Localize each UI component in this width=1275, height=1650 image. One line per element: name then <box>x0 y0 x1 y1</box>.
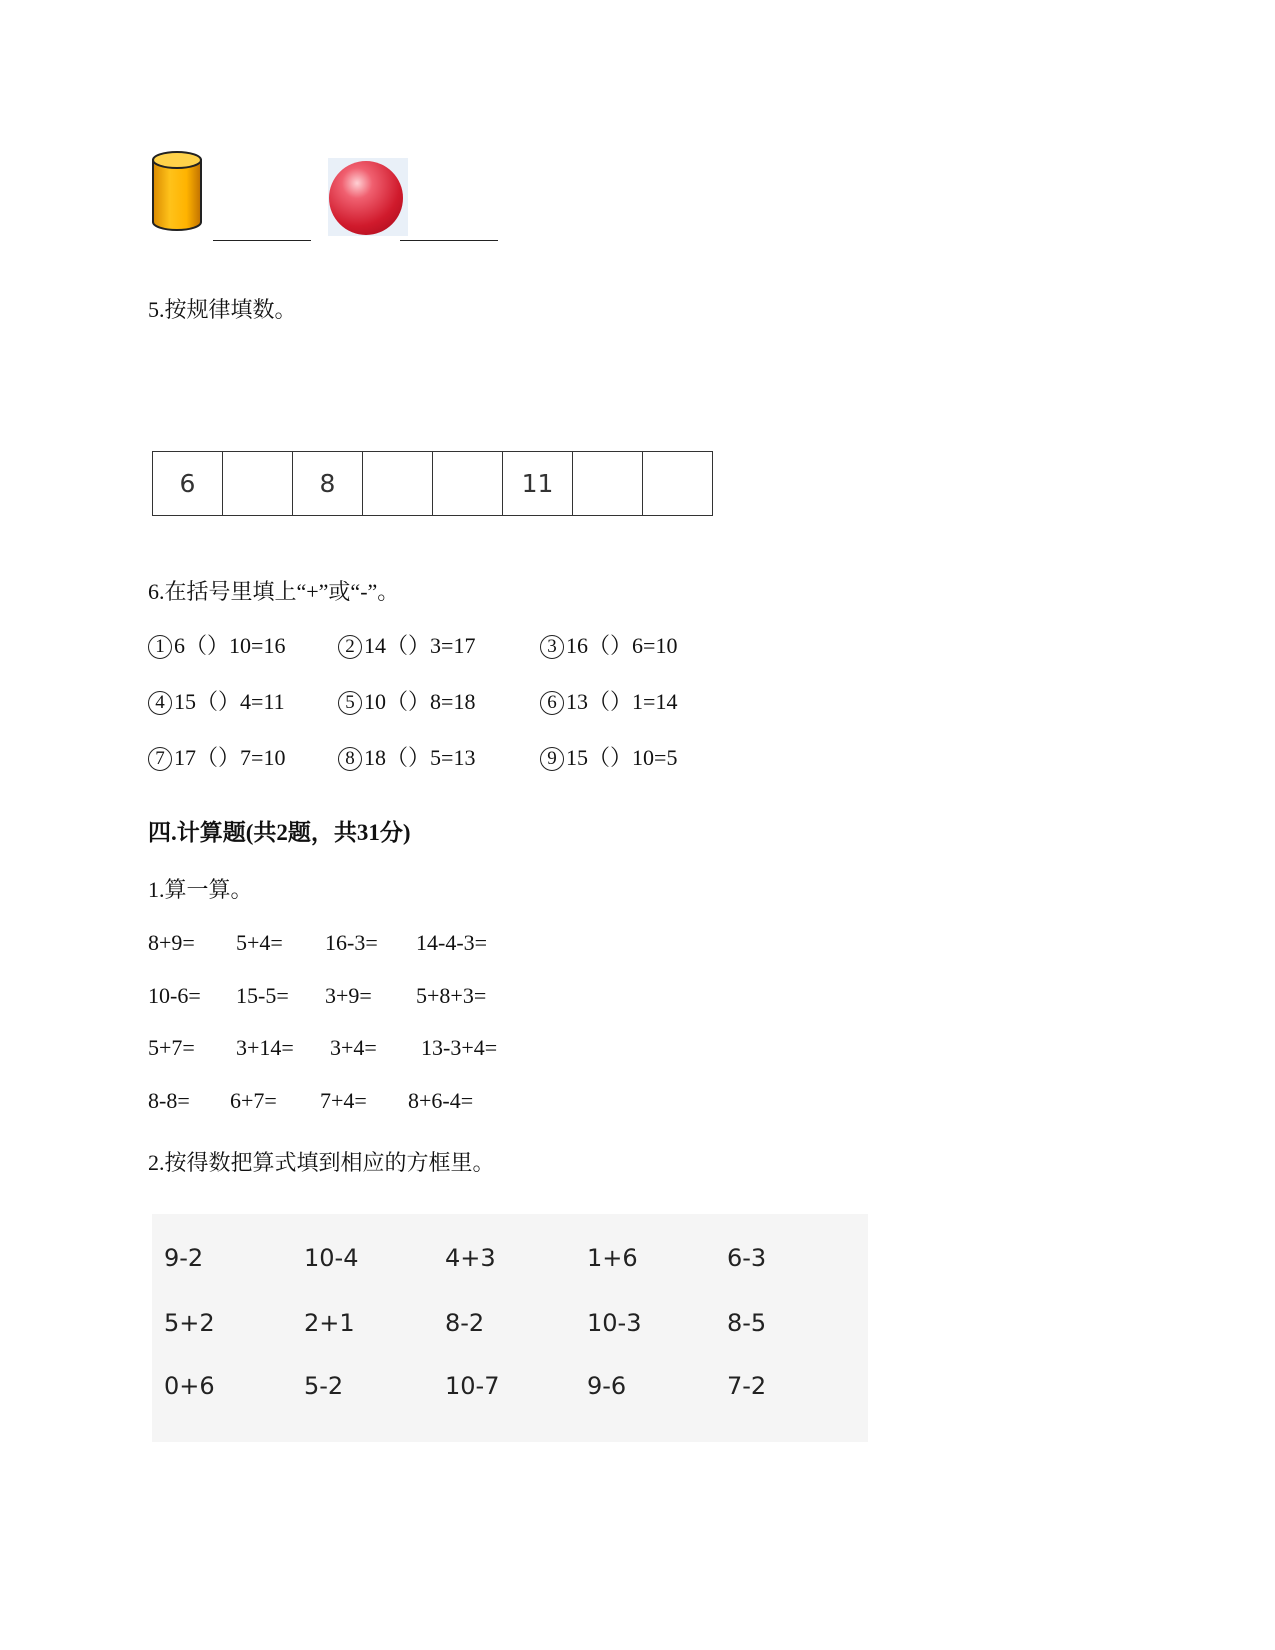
arithmetic-problem: 16-3= <box>325 930 378 955</box>
right-equation: 7=10 <box>240 745 286 770</box>
arithmetic-problem: 10-6= <box>148 983 201 1008</box>
problem-number: 5 <box>338 691 362 715</box>
arithmetic-problem: 8+6-4= <box>408 1088 474 1113</box>
sequence-cell[interactable]: 8 <box>293 452 363 516</box>
expression-item[interactable]: 0+6 <box>164 1372 215 1400</box>
sequence-cell[interactable] <box>643 452 713 516</box>
sign-problem <box>148 688 285 716</box>
arithmetic-problem: 5+7= <box>148 1035 195 1060</box>
expression-item[interactable]: 10-4 <box>304 1244 359 1272</box>
sequence-cell[interactable] <box>573 452 643 516</box>
right-equation: 8=18 <box>430 689 476 714</box>
arithmetic-problem: 14-4-3= <box>416 930 488 955</box>
paren-close: ） <box>408 745 431 770</box>
expression-item[interactable]: 10-7 <box>445 1372 500 1400</box>
paren-close: ） <box>218 689 241 714</box>
sequence-cell[interactable]: 6 <box>153 452 223 516</box>
left-operand: 13 <box>566 689 588 714</box>
sign-problem <box>540 744 677 772</box>
sequence-cell[interactable] <box>363 452 433 516</box>
arithmetic-problem: 3+14= <box>236 1035 294 1060</box>
left-operand: 6 <box>174 633 185 658</box>
arithmetic-problem: 8+9= <box>148 930 195 955</box>
sign-problem <box>338 688 475 716</box>
problem-number: 4 <box>148 691 172 715</box>
arithmetic-problem: 8-8= <box>148 1088 190 1113</box>
problem-number: 1 <box>148 635 172 659</box>
expression-item[interactable]: 5-2 <box>304 1372 344 1400</box>
right-equation: 6=10 <box>632 633 678 658</box>
paren-open: （ <box>386 689 409 714</box>
sequence-table <box>152 451 713 516</box>
expression-item[interactable]: 9-6 <box>587 1372 627 1400</box>
sign-problem <box>338 744 475 772</box>
paren-open: （ <box>386 633 409 658</box>
right-equation: 10=16 <box>229 633 286 658</box>
paren-open: （ <box>386 745 409 770</box>
right-equation: 1=14 <box>632 689 678 714</box>
problem-number: 6 <box>540 691 564 715</box>
arithmetic-problem: 13-3+4= <box>421 1035 498 1060</box>
arithmetic-problem: 7+4= <box>320 1088 367 1113</box>
sequence-cell[interactable] <box>223 452 293 516</box>
paren-close: ） <box>610 745 633 770</box>
sequence-cell[interactable]: 11 <box>503 452 573 516</box>
right-equation: 5=13 <box>430 745 476 770</box>
paren-close: ） <box>610 633 633 658</box>
answer-blank-2[interactable] <box>400 228 498 246</box>
paren-open: （ <box>588 689 611 714</box>
expression-item[interactable]: 2+1 <box>304 1309 355 1337</box>
right-equation: 4=11 <box>240 689 285 714</box>
paren-open: （ <box>588 633 611 658</box>
arithmetic-problem: 3+9= <box>325 983 372 1008</box>
paren-open: （ <box>196 745 219 770</box>
arithmetic-problem: 15-5= <box>236 983 289 1008</box>
problem-number: 8 <box>338 747 362 771</box>
problem-number: 2 <box>338 635 362 659</box>
problem-number: 3 <box>540 635 564 659</box>
expression-item[interactable]: 4+3 <box>445 1244 496 1272</box>
sign-problem <box>540 688 677 716</box>
sequence-cell[interactable] <box>433 452 503 516</box>
paren-open: （ <box>185 633 208 658</box>
sign-problem <box>148 632 285 660</box>
left-operand: 10 <box>364 689 386 714</box>
expression-item[interactable]: 5+2 <box>164 1309 215 1337</box>
arithmetic-problem: 6+7= <box>230 1088 277 1113</box>
expression-item[interactable]: 8-5 <box>727 1309 767 1337</box>
paren-close: ） <box>610 689 633 714</box>
expression-item[interactable]: 1+6 <box>587 1244 638 1272</box>
expression-box <box>152 1214 868 1442</box>
problem-number: 7 <box>148 747 172 771</box>
section-heading: 四.计算题(共2题，共31分) <box>148 820 411 845</box>
sign-problem <box>540 632 677 660</box>
answer-blank-1[interactable] <box>213 228 311 246</box>
expression-item[interactable]: 7-2 <box>727 1372 767 1400</box>
paren-close: ） <box>408 633 431 658</box>
left-operand: 15 <box>566 745 588 770</box>
left-operand: 14 <box>364 633 386 658</box>
expression-item[interactable]: 9-2 <box>164 1244 204 1272</box>
expression-item[interactable]: 8-2 <box>445 1309 485 1337</box>
left-operand: 15 <box>174 689 196 714</box>
arithmetic-problem: 5+8+3= <box>416 983 487 1008</box>
left-operand: 17 <box>174 745 196 770</box>
paren-close: ） <box>408 689 431 714</box>
paren-close: ） <box>218 745 241 770</box>
arithmetic-problem: 5+4= <box>236 930 283 955</box>
right-equation: 3=17 <box>430 633 476 658</box>
left-operand: 16 <box>566 633 588 658</box>
calc-2-title: 2.按得数把算式填到相应的方框里。 <box>148 1150 495 1175</box>
sign-problem <box>148 744 285 772</box>
sphere-icon <box>329 161 403 235</box>
expression-item[interactable]: 6-3 <box>727 1244 767 1272</box>
paren-open: （ <box>196 689 219 714</box>
paren-close: ） <box>207 633 230 658</box>
calc-1-title: 1.算一算。 <box>148 877 253 902</box>
paren-open: （ <box>588 745 611 770</box>
question-6-title: 6.在括号里填上“+”或“-”。 <box>148 579 400 604</box>
expression-item[interactable]: 10-3 <box>587 1309 642 1337</box>
left-operand: 18 <box>364 745 386 770</box>
question-5-title: 5.按规律填数。 <box>148 297 297 322</box>
cylinder-icon <box>151 150 203 233</box>
arithmetic-problem: 3+4= <box>330 1035 377 1060</box>
problem-number: 9 <box>540 747 564 771</box>
right-equation: 10=5 <box>632 745 678 770</box>
sign-problem <box>338 632 475 660</box>
